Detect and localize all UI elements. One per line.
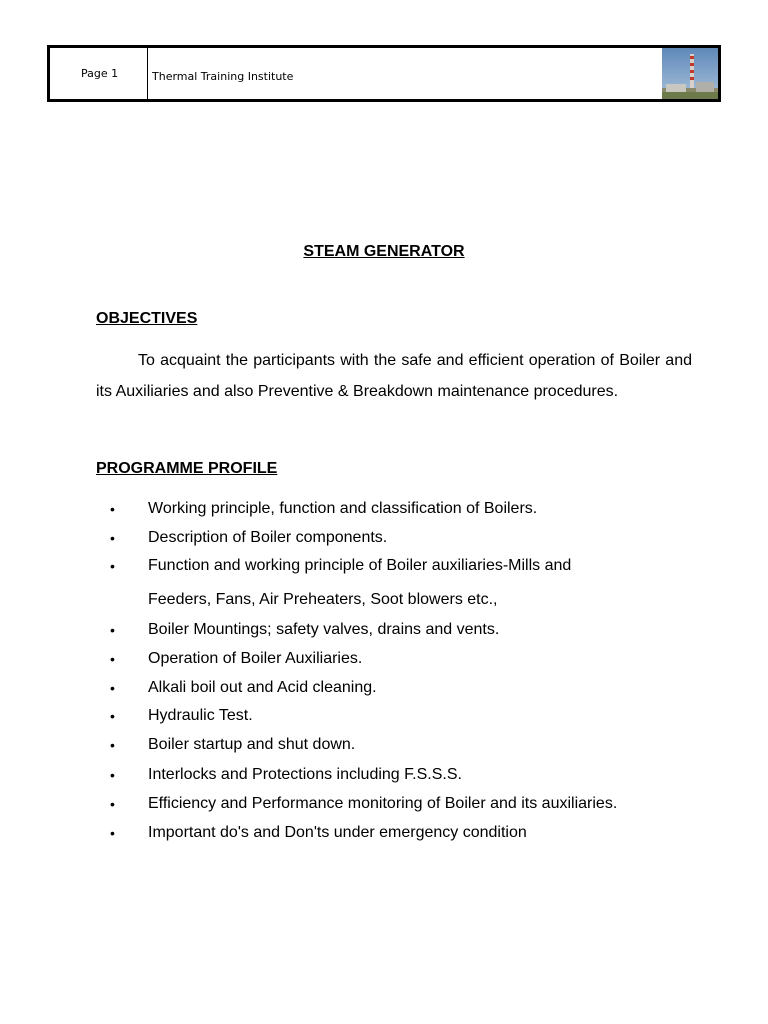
bullet-icon: • [110, 501, 115, 517]
page-number-cell [50, 48, 148, 99]
programme-profile-heading: PROGRAMME PROFILE [96, 460, 278, 477]
list-item-text-continued: Feeders, Fans, Air Preheaters, Soot blowers etc., [148, 591, 498, 608]
power-plant-chimney-icon [662, 48, 718, 99]
list-item-text: Efficiency and Performance monitoring of Boiler and its auxiliaries. [148, 795, 618, 812]
bullet-icon: • [110, 796, 115, 812]
bullet-icon: • [110, 825, 115, 841]
institute-name: Thermal Training Institute [152, 70, 294, 83]
bullet-icon: • [110, 737, 115, 753]
power-plant-photo [662, 48, 718, 99]
list-item-text: Hydraulic Test. [148, 707, 253, 724]
bullet-icon: • [110, 680, 115, 696]
document-title-text: STEAM GENERATOR [303, 243, 465, 260]
list-item-text: Interlocks and Protections including F.S.S.S. [148, 766, 462, 783]
bullet-icon: • [110, 651, 115, 667]
objectives-paragraph: To acquaint the participants with the safe and efficient operation of Boiler and its Auxiliaries and also Preventive & Breakdown maintenance procedures. [96, 352, 692, 400]
list-item-text: Working principle, function and classification of Boilers. [148, 500, 538, 517]
list-item-text: Operation of Boiler Auxiliaries. [148, 650, 363, 667]
bullet-icon: • [110, 622, 115, 638]
list-item-text: Boiler startup and shut down. [148, 736, 356, 753]
list-item-text: Function and working principle of Boiler auxiliaries-Mills and [148, 557, 572, 574]
bullet-icon: • [110, 558, 115, 574]
bullet-icon: • [110, 530, 115, 546]
bullet-icon: • [110, 708, 115, 724]
objectives-heading: OBJECTIVES [96, 310, 198, 327]
list-item-text: Boiler Mountings; safety valves, drains and vents. [148, 621, 500, 638]
list-item-text: Description of Boiler components. [148, 529, 388, 546]
page-number: Page 1 [81, 67, 119, 80]
list-item-text: Important do's and Don'ts under emergency condition [148, 824, 527, 841]
page-header [47, 45, 721, 102]
document-title [0, 243, 768, 261]
list-item-text: Alkali boil out and Acid cleaning. [148, 679, 377, 696]
bullet-icon: • [110, 767, 115, 783]
